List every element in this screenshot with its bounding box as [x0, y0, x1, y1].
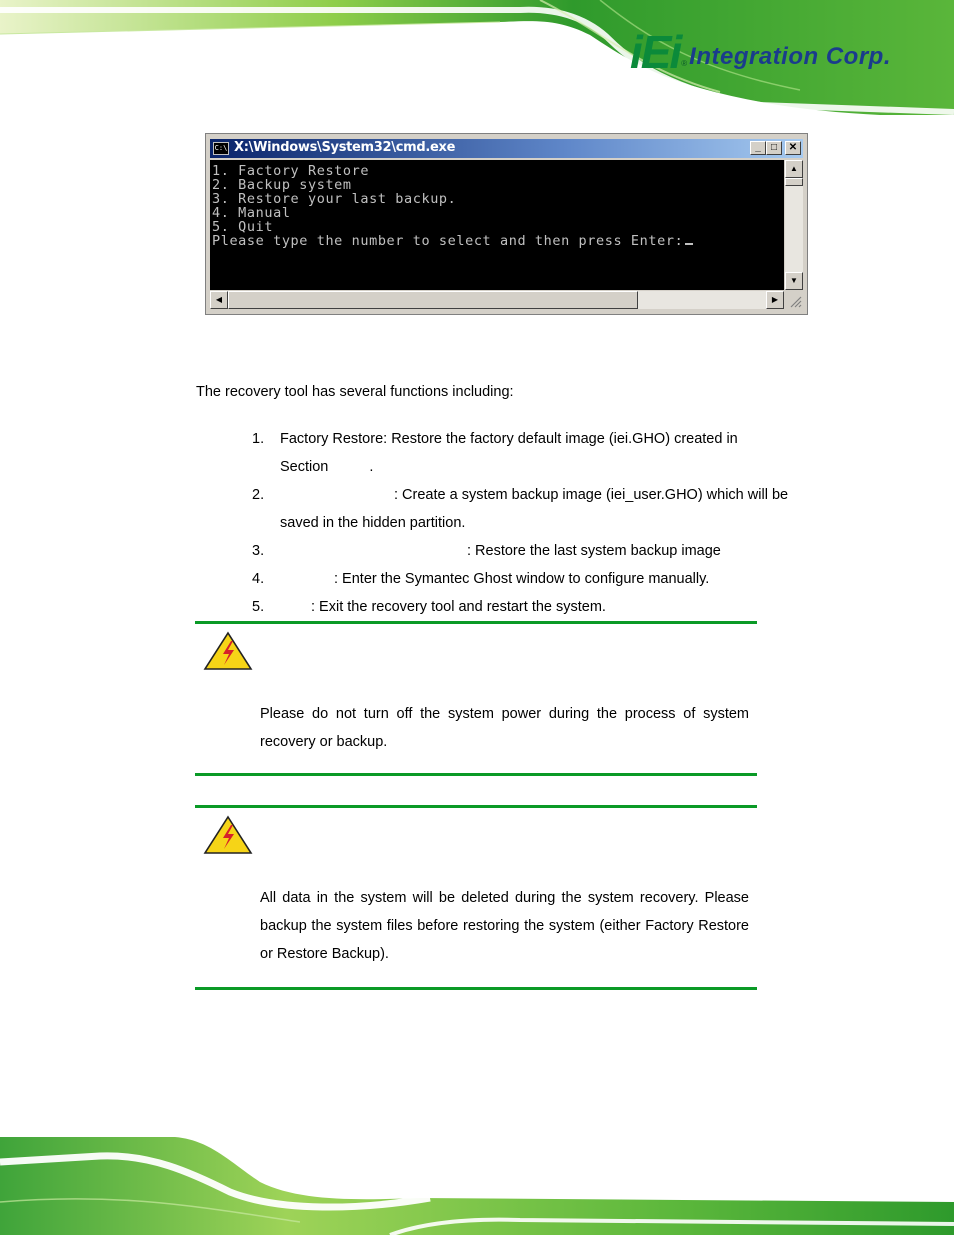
- console-line: 3. Restore your last backup.: [212, 191, 457, 207]
- warning-text: All data in the system will be deleted during the system recovery. Please backup the system files before restoring the system (either Factory Restore or Restore Backup).: [260, 890, 749, 962]
- console-icon: C:\: [213, 142, 229, 155]
- company-logo: [630, 26, 891, 78]
- list-number: 3.: [252, 543, 265, 559]
- scroll-down-arrow-icon[interactable]: ▼: [785, 272, 803, 290]
- warning-bottom-rule: [195, 773, 757, 776]
- section-ref-tail: .: [369, 459, 374, 475]
- console-title: X:\Windows\System32\cmd.exe: [234, 140, 456, 155]
- console-line: 5. Quit: [212, 219, 274, 235]
- logo-mark: iEi: [630, 26, 681, 78]
- console-line: 4. Manual: [212, 205, 291, 221]
- vertical-scrollbar[interactable]: [785, 160, 803, 290]
- warning-top-rule: [195, 805, 757, 808]
- logo-company-name: Integration Corp.: [689, 43, 891, 70]
- maximize-button[interactable]: □: [766, 141, 782, 155]
- list-number: 1.: [252, 431, 265, 447]
- list-item: : Exit the recovery tool and restart the system.: [311, 599, 606, 615]
- scroll-left-arrow-icon[interactable]: ◀: [210, 291, 228, 309]
- warning-bottom-rule: [195, 987, 757, 990]
- warning-top-rule: [195, 621, 757, 624]
- list-number: 5.: [252, 599, 265, 615]
- warning-icon: [203, 631, 253, 671]
- list-item: Factory Restore: Restore the factory default image (iei.GHO) created in: [280, 431, 738, 447]
- scroll-up-arrow-icon[interactable]: ▲: [785, 160, 803, 178]
- scroll-thumb[interactable]: [785, 178, 803, 186]
- list-number: 2.: [252, 487, 265, 503]
- list-item: : Enter the Symantec Ghost window to configure manually.: [334, 571, 710, 587]
- list-item: : Create a system backup image (iei_user.GHO) which will be: [394, 487, 789, 503]
- resize-grip-icon[interactable]: [786, 292, 802, 308]
- console-window: [205, 133, 808, 315]
- close-button[interactable]: ✕: [785, 141, 801, 155]
- console-title-bar[interactable]: [210, 139, 803, 158]
- console-line: 2. Backup system: [212, 177, 352, 193]
- section-label: Section: [280, 459, 329, 475]
- console-output[interactable]: [210, 160, 784, 290]
- footer-banner: [0, 1132, 954, 1235]
- horizontal-scroll-thumb[interactable]: [228, 291, 638, 309]
- list-item-continuation: [280, 457, 373, 477]
- text-cursor: [685, 243, 693, 245]
- logo-registered: ®: [681, 59, 688, 68]
- minimize-button[interactable]: _: [750, 141, 766, 155]
- list-number: 4.: [252, 571, 265, 587]
- list-item-continuation: saved in the hidden partition.: [280, 515, 466, 531]
- horizontal-scrollbar[interactable]: [210, 291, 784, 309]
- intro-paragraph: The recovery tool has several functions including:: [196, 384, 514, 400]
- list-item: : Restore the last system backup image: [467, 543, 721, 559]
- console-prompt-text: Please type the number to select and then press Enter:: [212, 233, 684, 249]
- warning-icon: [203, 815, 253, 855]
- console-prompt: [212, 234, 693, 248]
- warning-text: Please do not turn off the system power during the process of system recovery or backup.: [260, 706, 749, 750]
- scroll-right-arrow-icon[interactable]: ▶: [766, 291, 784, 309]
- console-line: 1. Factory Restore: [212, 163, 370, 179]
